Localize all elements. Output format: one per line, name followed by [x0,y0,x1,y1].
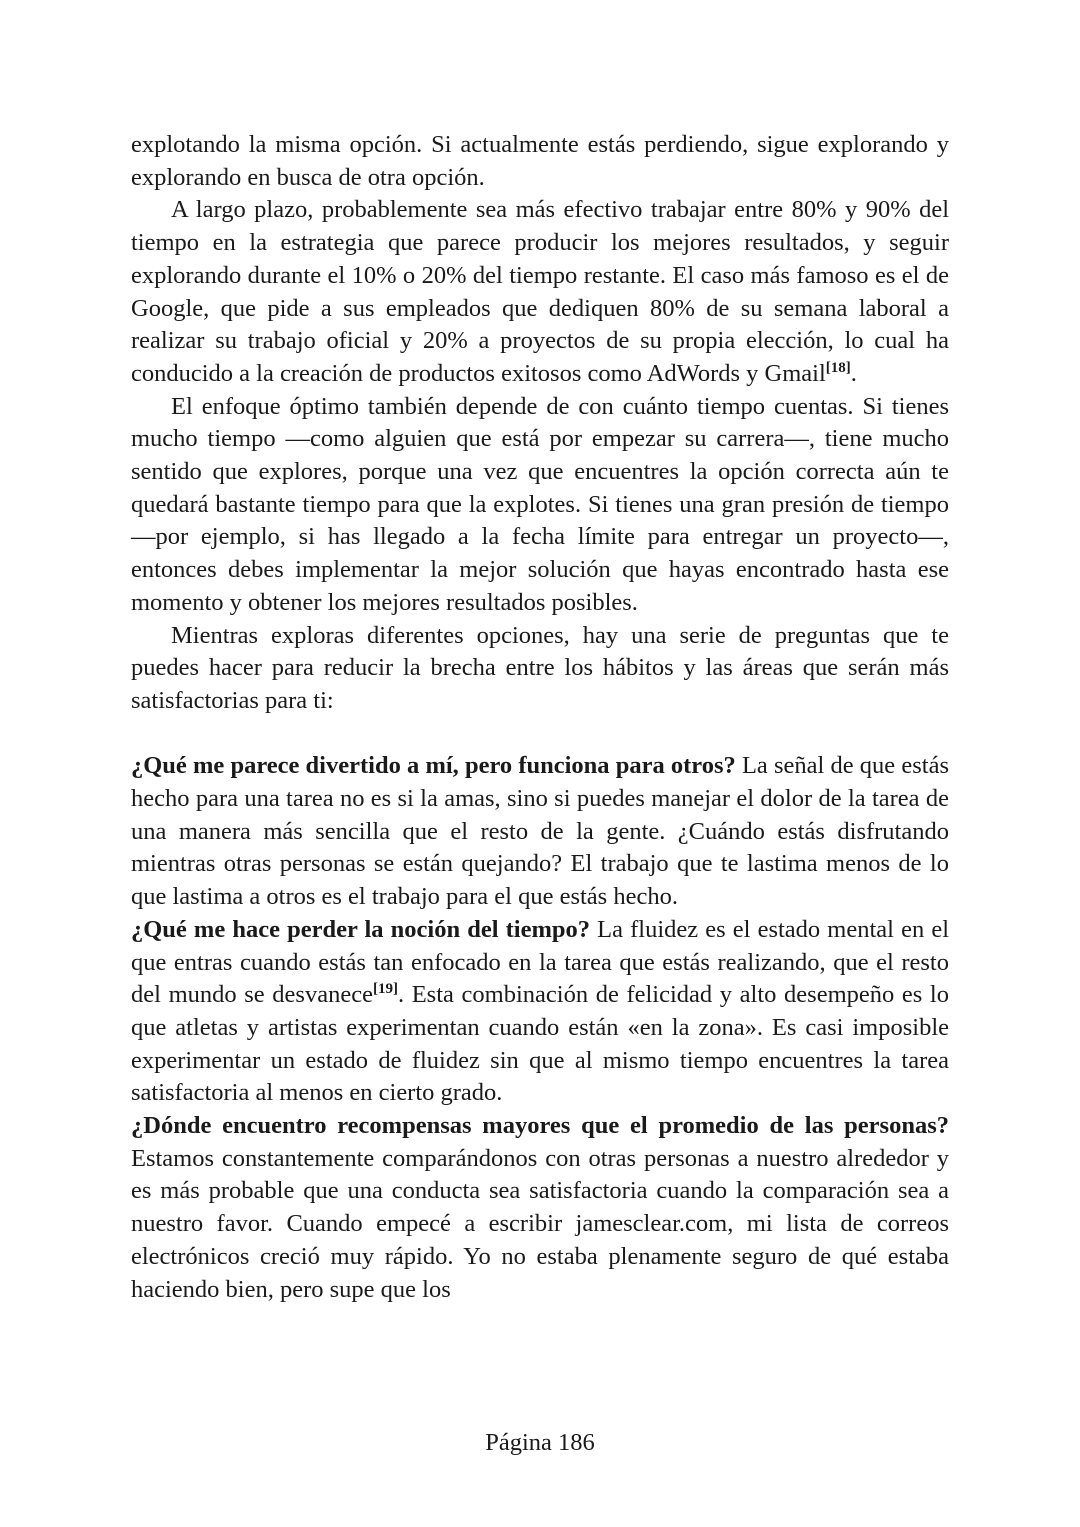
paragraph-text: explotando la misma opción. Si actualmente estás perdiendo, sigue explorando y explorando en busca de otra opción. [131,131,949,191]
paragraph-text: . Esta combinación de felicidad y alto desempeño es lo que atletas y artistas experimentan cuando están «en la zona». Es casi imposible experimentar un estado de fluidez sin que al mismo tiempo encuentres la tarea satisfactoria al menos en cierto grado. [131,981,949,1107]
paragraph [131,620,949,718]
question-heading: ¿Qué me hace perder la noción del tiempo? [131,915,591,943]
question-heading: ¿Qué me parece divertido a mí, pero funciona para otros? [131,752,736,780]
paragraph [131,391,949,620]
paragraph-text: La fluidez es el estado mental en el que entras cuando estás tan enfocado en la tarea que estás realizando, que el resto del mundo se desvanece [131,915,949,1009]
paragraph [131,914,949,1110]
footnote-reference: [19] [372,981,398,998]
paragraph-text: Estamos constantemente comparándonos con otras personas a nuestro alrededor y es más probable que una conducta sea satisfactoria cuando la comparación sea a nuestro favor. Cuando empecé a escribir jamesclear.com, mi lista de correos electrónicos creció muy rápido. Yo no estaba plenamente seguro de qué estaba haciendo bien, pero supe que los [131,1144,949,1303]
page-body-text [131,129,949,1306]
paragraph [131,194,949,390]
paragraph-text: Mientras exploras diferentes opciones, hay una serie de preguntas que te puedes hacer para reducir la brecha entre los hábitos y las áreas que serán más satisfactorias para ti: [131,621,949,714]
question-heading: ¿Dónde encuentro recompensas mayores que el promedio de las personas? [131,1112,949,1140]
paragraph [131,129,949,194]
paragraph-text: . [850,359,857,387]
paragraph [131,750,949,914]
footnote-reference: [18] [825,359,851,376]
paragraph-spacer [131,718,949,751]
paragraph-text: A largo plazo, probablemente sea más efectivo trabajar entre 80% y 90% del tiempo en la estrategia que parece producir los mejores resultados, y seguir explorando durante el 10% o 20% del tiempo restante. El caso más famoso es el de Google, que pide a sus empleados que dediquen 80% de su semana laboral a realizar su trabajo oficial y 20% a proyectos de su propia elección, lo cual ha conducido a la creación de productos exitosos como AdWords y Gmail [131,196,949,387]
paragraph-text: El enfoque óptimo también depende de con cuánto tiempo cuentas. Si tienes mucho tiempo —como alguien que está por empezar su carrera—, tiene mucho sentido que explores, porque una vez que encuentres la opción correcta aún te quedará bastante tiempo para que la explotes. Si tienes una gran presión de tiempo —por ejemplo, si has llegado a la fecha límite para entregar un proyecto—, entonces debes implementar la mejor solución que hayas encontrado hasta ese momento y obtener los mejores resultados posibles. [131,392,949,616]
page-number: Página 186 [485,1429,595,1456]
paragraph [131,1110,949,1306]
paragraph-text: La señal de que estás hecho para una tarea no es si la amas, sino si puedes manejar el dolor de la tarea de una manera más sencilla que el resto de la gente. ¿Cuándo estás disfrutando mientras otras personas se están quejando? El trabajo que te lastima menos de lo que lastima a otros es el trabajo para el que estás hecho. [131,752,949,911]
